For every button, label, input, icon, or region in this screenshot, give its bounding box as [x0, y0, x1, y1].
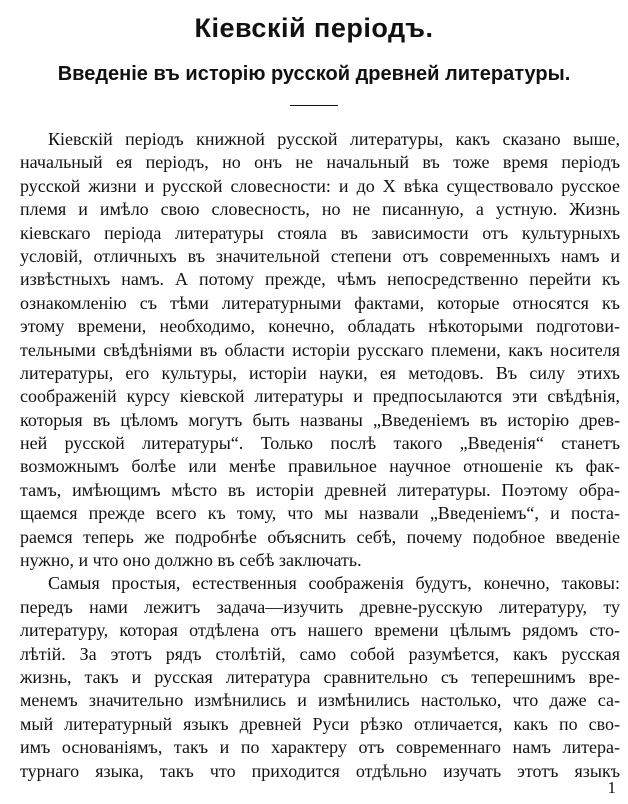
text-line: передъ нами лежитъ задача—изучить древне-русскую литературу, ту	[20, 596, 620, 617]
text-line: имъ основаніямъ, такъ и по характеру отъ современнаго намъ литера-	[20, 737, 620, 758]
page-number: 1	[607, 778, 616, 797]
text-line: соображеній курсу кіевской литературы и предпосылаются эти свѣдѣнія,	[20, 386, 620, 407]
text-line: нужно, и что оно должно въ себѣ заключать.	[20, 550, 362, 571]
text-line: возможнымъ болѣе или менѣе правильное научное отношеніе къ фак-	[20, 456, 620, 477]
title-divider	[290, 105, 338, 106]
text-line: извѣстныхъ намъ. А потому прежде, чѣмъ непосредственно перейти къ	[20, 269, 620, 290]
text-line: племя и имѣло свою словесность, но не писанную, а устную. Жизнь	[20, 199, 620, 220]
body-text	[20, 128, 620, 783]
text-line: кіевскаго періода литературы стояла въ зависимости отъ культурныхъ	[20, 222, 620, 243]
text-line: раемся теперь же подробнѣе объяснить себѣ, почему подобное введеніе	[20, 526, 620, 547]
text-line: жизнь, такъ и русская литература сравнительно съ теперешнимъ вре-	[20, 666, 620, 687]
text-line: лѣтій. За этотъ рядъ столѣтій, само собой разумѣется, какъ русская	[20, 643, 620, 664]
text-line: мый литературный языкъ древней Руси рѣзко отличается, какъ по сво-	[20, 713, 620, 734]
text-line: литературы, его культуры, исторіи науки, ея методовъ. Въ силу этихъ	[20, 362, 620, 383]
chapter-title: Кіевскій періодъ.	[194, 13, 434, 43]
text-line: русской жизни и русской словесности: и до X вѣка существовало русское	[20, 175, 620, 196]
text-line: Самыя простыя, естественныя соображенія будутъ, конечно, таковы:	[48, 573, 620, 594]
text-line: менемъ значительно измѣнились и измѣнились настолько, что даже са-	[20, 690, 620, 711]
text-line: литературу, которая отдѣлена отъ нашего времени цѣлымъ рядомъ сто-	[20, 620, 620, 641]
text-line: начальный ея періодъ, но онъ не начальный въ тоже время періодъ	[20, 152, 620, 173]
text-line: тельными свѣдѣніями въ области исторіи русскаго племени, какъ носителя	[20, 339, 620, 360]
text-line: щаемся прежде всего къ тому, что мы назвали „Введеніемъ“, и поста-	[20, 503, 620, 524]
text-line: ней русской литературы“. Только послѣ такого „Введенія“ станетъ	[20, 433, 620, 454]
text-line: турнаго языка, такъ что приходится отдѣльно изучать этотъ языкъ	[20, 760, 620, 781]
text-line: Кіевскій періодъ книжной русской литературы, какъ сказано выше,	[48, 129, 620, 149]
text-line: тамъ, имѣющимъ мѣсто въ исторіи древней литературы. Поэтому обра-	[20, 479, 620, 500]
text-line: этому времени, необходимо, конечно, обладать нѣкоторыми подготови-	[20, 316, 620, 337]
text-line: ознакомленію съ тѣми литературными фактами, которые относятся къ	[20, 292, 620, 313]
text-line: условій, отличныхъ въ значительной степени отъ современныхъ намъ и	[20, 245, 620, 266]
text-line: которыя въ цѣломъ могутъ быть названы „Введеніемъ въ исторію древ-	[20, 409, 620, 430]
chapter-subtitle: Введеніе въ исторію русской древней литературы.	[57, 63, 571, 85]
